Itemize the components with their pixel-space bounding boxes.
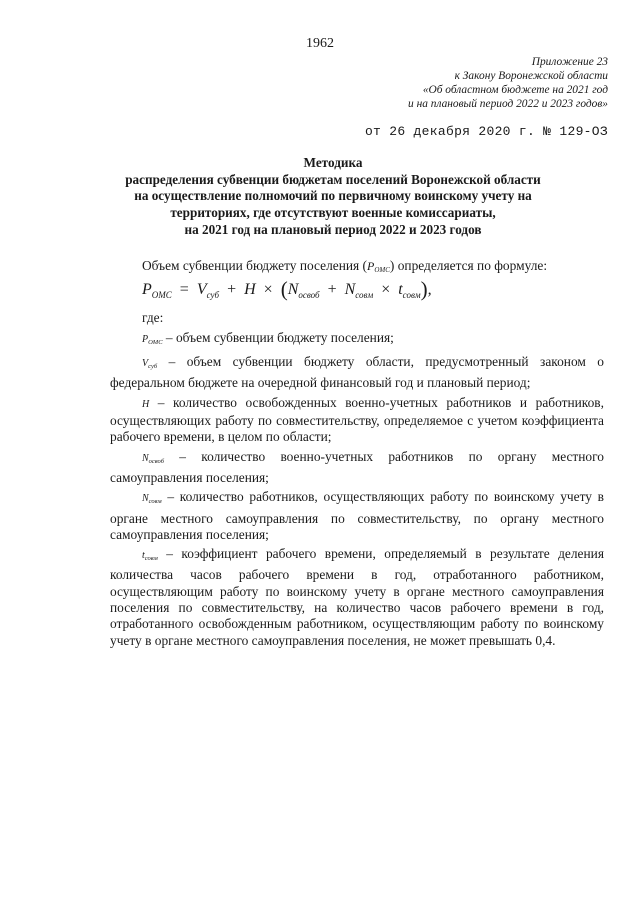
appendix-line-3: «Об областном бюджете на 2021 год <box>422 84 608 96</box>
definition-p-text: – объем субвенции бюджету поселения; <box>165 329 394 345</box>
title-line-1: Методика <box>303 155 363 170</box>
intro-symbol-p: PОМС <box>367 259 390 274</box>
definition-t <box>110 546 604 649</box>
definition-n-sovm-text: – количество работников, осуществляющих работу по воинскому учету в органе местного самоуправления по совместительству, по органу местного самоуправления поселения; <box>110 489 604 542</box>
where-label: где: <box>142 309 164 325</box>
title-line-5: на 2021 год на плановый период 2022 и 2023 годов <box>184 221 482 237</box>
subvention-formula: $P_{ОМС} = V_{суб} + H \times (N_{освоб} + N_{совм} \times t_{совм})$, <box>142 277 432 302</box>
intro-text-before: Объем субвенции бюджету поселения ( <box>142 258 367 273</box>
symbol-h: H <box>142 398 150 410</box>
definition-n-osvob-text: – количество военно-учетных работников по органу местного самоуправления поселения; <box>110 448 604 485</box>
definition-n-osvob <box>110 449 604 487</box>
definition-t-text: – коэффициент рабочего времени, определяемый в результате деления количества часов рабочего времени в год, отработанного работником, осуществляющим работу по воинскому учету в органе местного самоуправления поселения по совместительству, на количество часов рабочего времени в год, отработанного освобожденным работником, осуществляющим работу по воинскому учету в органе местного самоуправления поселения, не может превышать 0,4. <box>110 546 604 648</box>
definition-v-text: – объем субвенции бюджету области, предусмотренный законом о федеральном бюджете на очередной финансовый год и плановый период; <box>110 354 604 391</box>
definition-h-text: – количество освобожденных военно-учетных работников и работников, осуществляющих работу по совместительству, определяемое с учетом коэффициента рабочего времени, в целом по области; <box>110 394 604 445</box>
document-body <box>110 258 604 652</box>
symbol-t: $t_{совм}$ <box>142 550 158 563</box>
page-number: 1962 <box>306 36 334 51</box>
appendix-line-4: и на плановый период 2022 и 2023 годов» <box>408 98 608 110</box>
definition-p <box>110 330 604 351</box>
symbol-n-sovm: $N_{совм}$ <box>142 493 162 506</box>
title-line-2: распределения субвенции бюджетам поселений Воронежской области <box>125 171 541 187</box>
definition-n-sovm <box>110 489 604 543</box>
law-date-stamp: от 26 декабря 2020 г. № 129-ОЗ <box>364 124 608 139</box>
definition-h <box>110 395 604 446</box>
appendix-line-1: Приложение 23 <box>531 56 608 68</box>
symbol-n-osvob: $N_{освоб}$ <box>142 452 164 465</box>
document-title <box>98 155 568 239</box>
title-line-3: на осуществление полномочий по первичному воинскому учету на <box>134 188 532 204</box>
intro-text-after: ) определяется по формуле: <box>389 258 548 273</box>
appendix-header <box>308 55 608 111</box>
intro-paragraph <box>110 258 604 278</box>
definition-v <box>110 354 604 392</box>
symbol-p: $P_{ОМС}$ <box>142 333 163 346</box>
title-line-4: территориях, где отсутствуют военные комиссариаты, <box>170 205 496 221</box>
symbol-v: $V_{суб}$ <box>142 358 158 371</box>
appendix-line-2: к Закону Воронежской области <box>454 70 608 82</box>
